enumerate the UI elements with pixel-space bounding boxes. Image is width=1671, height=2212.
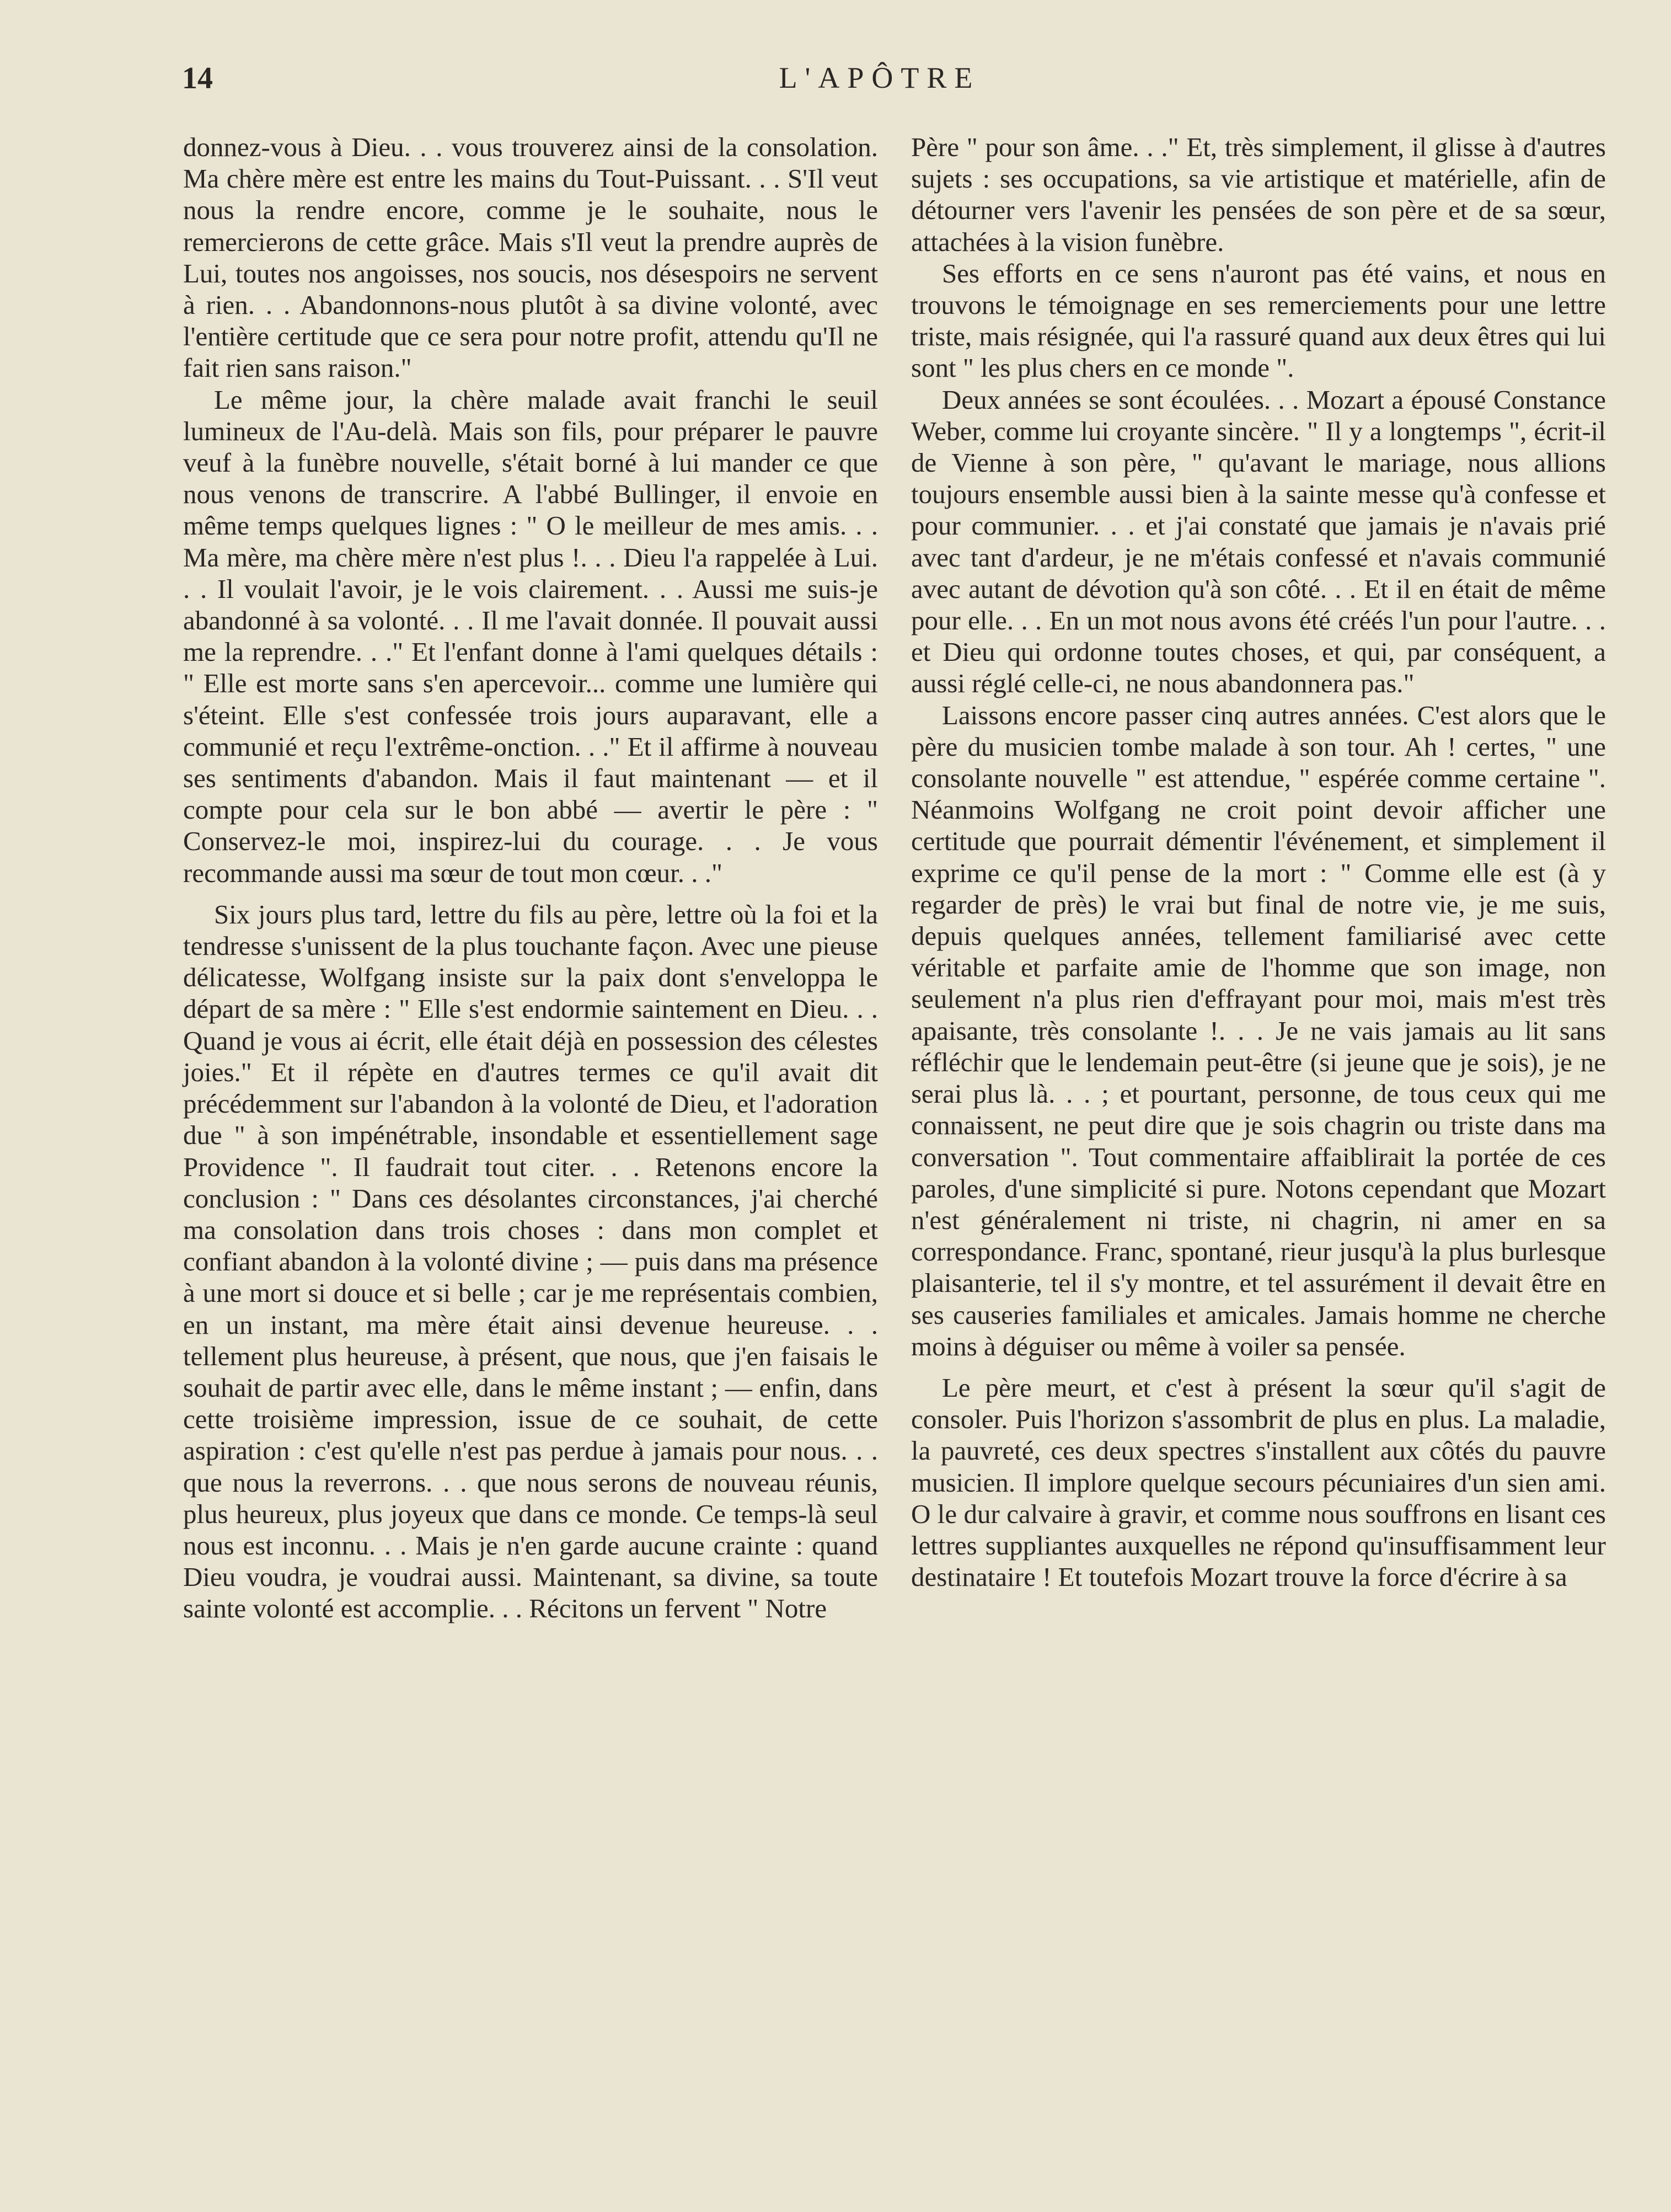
right-column bbox=[911, 131, 1606, 1593]
paragraph: Le père meurt, et c'est à présent la sœur qu'il s'agit de consoler. Puis l'horizon s'assombrit de plus en plus. La maladie, la pauvreté, ces deux spectres s'installent aux côtés du pauvre musicien. Il implore quelque secours pécuniaires d'un sien ami. O le dur calvaire à gravir, et comme nous souffrons en lisant ces lettres suppliantes auxquelles ne répond qu'insuffisamment leur destinataire ! Et toutefois Mozart trouve la force d'écrire à sa bbox=[911, 1372, 1606, 1593]
paragraph: Père " pour son âme. . ." Et, très simplement, il glisse à d'autres sujets : ses occupations, sa vie artistique et matérielle, afin de détourner vers l'avenir les pensées de son père et de sa sœur, attachées à la vision funèbre. bbox=[911, 132, 1606, 257]
running-title: L'APÔTRE bbox=[779, 61, 981, 94]
paragraph: Deux années se sont écoulées. . . Mozart a épousé Constance Weber, comme lui croyante sincère. " Il y a longtemps ", écrit-il de Vienne à son père, " qu'avant le mariage, nous allions toujours ensemble aussi bien à la sainte messe qu'à confesse et pour communier. . . et j'ai constaté que jamais je n'avais prié avec tant d'ardeur, je ne m'étais confessé et n'avais communié avec autant de dévotion qu'à son côté. . . Et il en était de même pour elle. . . En un mot nous avons été créés l'un pour l'autre. . . et Dieu qui ordonne toutes choses, et qui, par conséquent, a aussi réglé celle-ci, ne nous abandonnera pas." bbox=[911, 384, 1606, 699]
page-header bbox=[182, 61, 1577, 105]
paragraph: Ses efforts en ce sens n'auront pas été vains, et nous en trouvons le témoignage en ses remerciements pour une lettre triste, mais résignée, qui l'a rassuré quand aux deux êtres qui lui sont " les plus chers en ce monde ". bbox=[911, 258, 1606, 383]
paragraph: Six jours plus tard, lettre du fils au père, lettre où la foi et la tendresse s'unissent de la plus touchante façon. Avec une pieuse délicatesse, Wolfgang insiste sur la paix dont s'enveloppa le départ de sa mère : " Elle s'est endormie saintement en Dieu. . . Quand je vous ai écrit, elle était déjà en possession des célestes joies." Et il répète en d'autres termes ce qu'il avait dit précédemment sur l'abandon à la volonté de Dieu, et l'adoration due " à son impénétrable, insondable et essentiellement sage Providence ". Il faudrait tout citer. . . Retenons encore la conclusion : " Dans ces désolantes circonstances, j'ai cherché ma consolation dans trois choses : dans mon complet et confiant abandon à la volonté divine ; — puis dans ma présence à une mort si douce et si belle ; car je me représentais combien, en un instant, ma mère était ainsi devenue heureuse. . . tellement plus heureuse, à présent, que nous, que j'en faisais le souhait de partir avec elle, dans le même instant ; — enfin, dans cette troisième impression, issue de ce souhait, de cette aspiration : c'est qu'elle n'est pas perdue à jamais pour nous. . . que nous la reverrons. . . que nous serons de nouveau réunis, plus heureux, plus joyeux que dans ce monde. Ce temps-là seul nous est inconnu. . . Mais je n'en garde aucune crainte : quand Dieu voudra, je voudrai aussi. Maintenant, sa divine, sa toute sainte volonté est accomplie. . . Récitons un fervent " Notre bbox=[183, 899, 878, 1624]
paragraph: donnez-vous à Dieu. . . vous trouverez ainsi de la consolation. Ma chère mère est entre les mains du Tout-Puissant. . . S'Il veut nous la rendre encore, comme je le souhaite, nous le remercierons de cette grâce. Mais s'Il veut la prendre auprès de Lui, toutes nos angoisses, nos soucis, nos désespoirs ne servent à rien. . . Abandonnons-nous plutôt à sa divine volonté, avec l'entière certitude que ce sera pour notre profit, attendu qu'Il ne fait rien sans raison." bbox=[183, 132, 878, 383]
page-number: 14 bbox=[182, 61, 213, 95]
paragraph: Le même jour, la chère malade avait franchi le seuil lumineux de l'Au-delà. Mais son fils, pour préparer le pauvre veuf à la funèbre nouvelle, s'était borné à lui mander ce que nous venons de transcrire. A l'abbé Bullinger, il envoie en même temps quelques lignes : " O le meilleur de mes amis. . . Ma mère, ma chère mère n'est plus !. . . Dieu l'a rappelée à Lui. . . Il voulait l'avoir, je le vois clairement. . . Aussi me suis-je abandonné à sa volonté. . . Il me l'avait donnée. Il pouvait aussi me la reprendre. . ." Et l'enfant donne à l'ami quelques détails : " Elle est morte sans s'en apercevoir... comme une lumière qui s'éteint. Elle s'est confessée trois jours auparavant, elle a communié et reçu l'extrême-onction. . ." Et il affirme à nouveau ses sentiments d'abandon. Mais il faut maintenant — et il compte pour cela sur le bon abbé — avertir le père : " Conservez-le moi, inspirez-lui du courage. . . Je vous recommande aussi ma sœur de tout mon cœur. . ." bbox=[183, 384, 878, 888]
paragraph: Laissons encore passer cinq autres années. C'est alors que le père du musicien tombe malade à son tour. Ah ! certes, " une consolante nouvelle " est attendue, " espérée comme certaine ". Néanmoins Wolfgang ne croit point devoir afficher une certitude que pourrait démentir l'événement, et simplement il exprime ce qu'il pense de la mort : " Comme elle est (à y regarder de près) le vrai but final de notre vie, je me suis, depuis quelques années, tellement familiarisé avec cette véritable et parfaite amie de l'homme que son image, non seulement n'a plus rien d'effrayant pour moi, mais m'est très apaisante, très consolante !. . . Je ne vais jamais au lit sans réfléchir que le lendemain peut-être (si jeune que je sois), je ne serai plus là. . . ; et pourtant, personne, de tous ceux qui me connaissent, ne peut dire que je sois chagrin ou triste dans ma conversation ". Tout commentaire affaiblirait la portée de ces paroles, d'une simplicité si pure. Notons cependant que Mozart n'est généralement ni triste, ni chagrin, ni amer en sa correspondance. Franc, spontané, rieur jusqu'à la plus burlesque plaisanterie, tel il s'y montre, et tel assurément il devait être en ses causeries familiales et amicales. Jamais homme ne cherche moins à déguiser ou même à voiler sa pensée. bbox=[911, 699, 1606, 1361]
left-column bbox=[183, 131, 878, 1625]
